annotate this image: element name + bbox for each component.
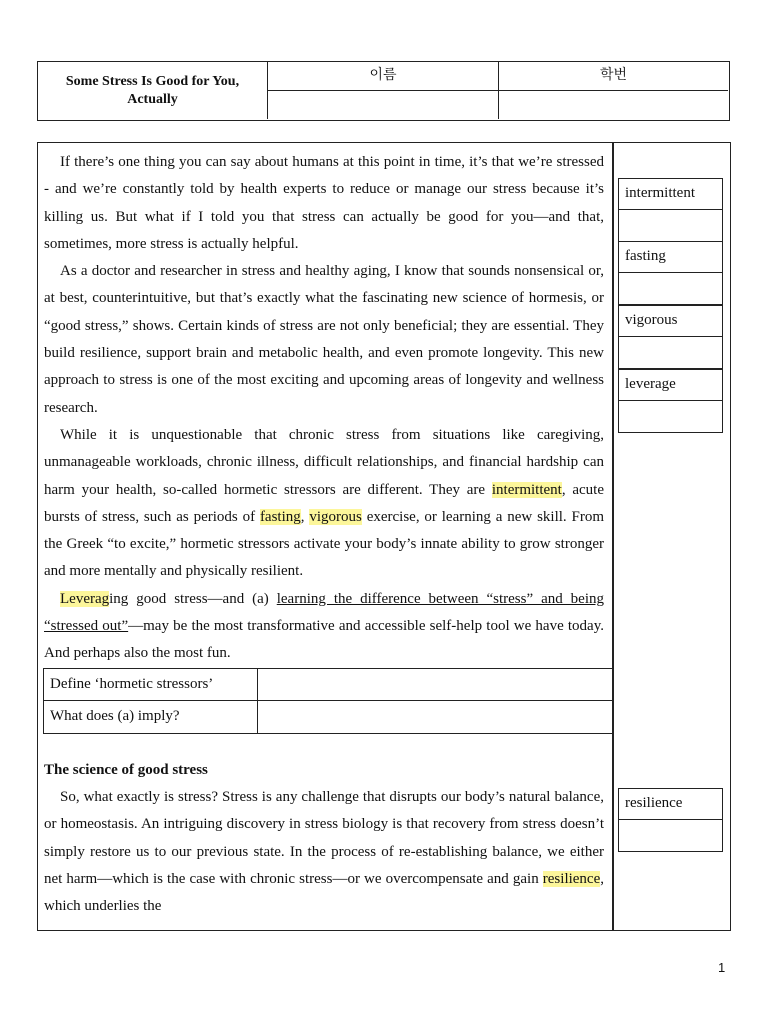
paragraph-3-text: , (300, 508, 310, 525)
paragraph-1: If there’s one thing you can say about humans at this point in time, it’s that we’re stressed - and we’re constantly told by health experts to reduce or manage our stress because it’s killing us. But what if I told you that stress can actually be good for you—and that, sometimes, more stress is actually helpful. (44, 154, 604, 252)
vocab-word: leverage (618, 369, 723, 401)
vocab-word: fasting (618, 241, 723, 273)
paragraph-4-text: ing good stress—and (a) (109, 590, 277, 607)
page-number: 1 (718, 960, 726, 975)
name-field[interactable] (268, 91, 499, 119)
student-id-field[interactable] (499, 91, 728, 119)
paragraph-4-text: —may be the most transformative and accessible self-help tool we have today. And perhaps also the most fun. (44, 618, 604, 662)
question-label: Define ‘hormetic stressors’ (44, 669, 258, 700)
vocab-definition-field[interactable] (618, 401, 723, 433)
vocab-definition-field[interactable] (618, 820, 723, 852)
vocab-box-leverage (618, 369, 723, 433)
vocab-definition-field[interactable] (618, 210, 723, 242)
paragraph-5-text: So, what exactly is stress? Stress is any challenge that disrupts our body’s natural balance, or homeostasis. An intriguing discovery in stress biology is that recovery from stress doesn’t simply restore us to our previous state. In the process of re-establishing balance, we either net harm—which is the case with chronic stress—or we overcompensate and gain (44, 789, 604, 887)
article-body-2 (44, 784, 604, 920)
article-body (44, 149, 604, 668)
vocab-word: vigorous (618, 305, 723, 337)
paragraph-3-text: exercise, or learning a new skill. From the Greek “to excite,” hormetic stressors activate your body’s innate ability to grow stronger and more mentally and physically resilient. (44, 508, 605, 580)
sidebar-divider (612, 143, 614, 930)
vocab-box-vigorous (618, 305, 723, 369)
student-id-label: 학번 (499, 62, 728, 91)
paragraph-3 (44, 422, 604, 586)
vocab-word: intermittent (618, 178, 723, 210)
worksheet-title: Some Stress Is Good for You, Actually (38, 62, 268, 119)
highlight-intermittent: intermittent (491, 481, 562, 498)
question-row (44, 701, 613, 733)
vocab-box-fasting (618, 241, 723, 305)
paragraph-4 (44, 586, 604, 668)
reading-frame (37, 142, 731, 931)
answer-field[interactable] (258, 669, 613, 700)
question-table (43, 668, 613, 734)
highlight-vigorous: vigorous (309, 508, 362, 525)
highlight-fasting: fasting (259, 508, 301, 525)
paragraph-5-text: , which underlies the (44, 870, 604, 915)
vocab-word: resilience (618, 788, 723, 820)
paragraph-2: As a doctor and researcher in stress and healthy aging, I know that sounds nonsensical or, at best, counterintuitive, but that’s exactly what the fascinating new science of hormesis, or “good stress,” shows. Certain kinds of stress are not only beneficial; they are essential. They build resilience, support brain and metabolic health, and even promote longevity. This new approach to stress is one of the most exciting and upcoming areas of longevity and wellness research. (44, 263, 604, 416)
answer-field[interactable] (258, 701, 613, 733)
question-label: What does (a) imply? (44, 701, 258, 733)
vocab-definition-field[interactable] (618, 337, 723, 369)
vocab-box-intermittent (618, 178, 723, 242)
question-row (44, 669, 613, 701)
section-heading: The science of good stress (44, 762, 208, 778)
vocab-definition-field[interactable] (618, 273, 723, 305)
name-label: 이름 (268, 62, 499, 91)
paragraph-3-text: While it is unquestionable that chronic stress from situations like caregiving, unmanageable workloads, chronic illness, difficult relationships, and financial hardship can harm your health, so-called hormetic stressors are different. They are (44, 426, 604, 498)
paragraph-5 (44, 784, 604, 920)
paragraph-3-text: , acute bursts of stress, such as periods of (44, 481, 605, 525)
vocab-box-resilience (618, 788, 723, 852)
underlined-phrase-a: learning the difference between “stress” and being “stressed out” (44, 590, 604, 635)
header-table (37, 61, 730, 121)
highlight-resilience: resilience (542, 870, 601, 887)
highlight-leverag: Leverag (60, 590, 110, 607)
